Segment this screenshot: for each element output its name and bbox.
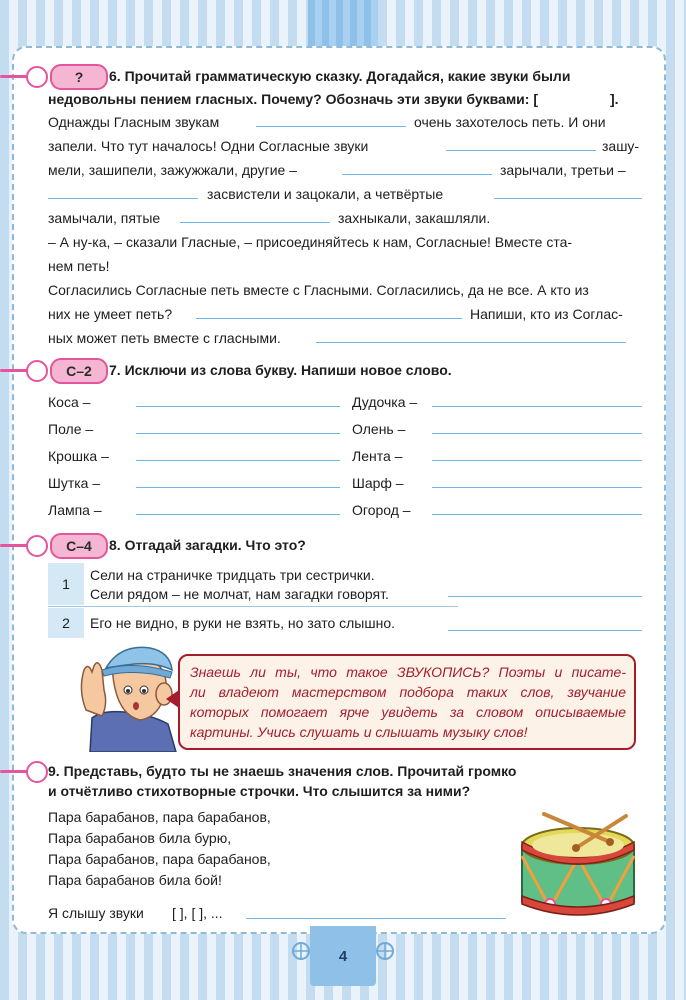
answer-line[interactable] [48, 198, 198, 199]
answer-line[interactable] [136, 460, 340, 461]
riddle-divider [48, 606, 458, 607]
word-left: Поле – [48, 421, 94, 437]
answer-line[interactable] [180, 222, 330, 223]
workbook-page [12, 46, 666, 934]
answer-line[interactable] [136, 514, 340, 515]
task6-text: зашу- [602, 138, 640, 154]
word-right: Шарф – [352, 475, 404, 491]
task7-title: 7. Исключи из слова букву. Напиши новое слово. [109, 362, 452, 378]
tip-line: Знаешь ли ты, что такое ЗВУКОПИСЬ? Поэты и писате- [190, 664, 626, 680]
answer-line[interactable] [432, 514, 642, 515]
task6-text: Однажды Гласным звукам [48, 114, 220, 130]
tip-text [190, 662, 626, 742]
task6-text: Напиши, кто из Соглас- [470, 306, 623, 322]
word-left: Коса – [48, 394, 91, 410]
tip-line: ли владеют мастерством подбора таких слов, звучание [190, 684, 626, 700]
task9-title-line2: и отчётливо стихотворные строчки. Что слышится за ними? [48, 783, 471, 799]
task6-text: захныкали, закашляли. [338, 210, 491, 226]
task6-text: зарычали, третьи – [500, 162, 626, 178]
riddle-text: Сели на страничке тридцать три сестрички. [90, 567, 375, 583]
task6-title-bracket: ]. [610, 91, 619, 107]
task8-title: 8. Отгадай загадки. Что это? [109, 537, 306, 553]
task6-text: – А ну-ка, – сказали Гласные, – присоединяйтесь к нам, Согласные! Вместе ста- [48, 234, 573, 250]
boy-listening-illustration [72, 640, 180, 752]
answer-line[interactable] [316, 342, 626, 343]
page-number: 4 [310, 926, 376, 986]
tip-bubble [178, 654, 636, 750]
task9-title-line1: 9. Представь, будто ты не знаешь значения слов. Прочитай громко [48, 763, 517, 779]
task6-text: мели, зашипели, зажужжали, другие – [48, 162, 297, 178]
task6-title-line1: 6. Прочитай грамматическую сказку. Догадайся, какие звуки были [109, 68, 571, 84]
riddle-text: Сели рядом – не молчат, нам загадки говорят. [90, 586, 389, 602]
task9-marker-circle [26, 761, 48, 783]
task7-badge: С–2 [50, 358, 108, 384]
word-right: Огород – [352, 502, 411, 518]
drum-icon [514, 812, 644, 928]
task6-badge: ? [50, 64, 108, 90]
word-right: Дудочка – [352, 394, 418, 410]
answer-line[interactable] [136, 487, 340, 488]
task6-text: засвистели и зацокали, а четвёртые [207, 186, 444, 202]
task6-text: Согласились Согласные петь вместе с Гласными. Согласились, да не все. А кто из [48, 282, 589, 298]
word-left: Крошка – [48, 448, 109, 464]
word-right: Олень – [352, 421, 406, 437]
answer-line[interactable] [246, 918, 506, 919]
answer-label: Я слышу звуки [48, 905, 144, 921]
poem-line: Пара барабанов била бурю, [48, 830, 232, 846]
word-right: Лента – [352, 448, 403, 464]
answer-brackets: [ ], [ ], ... [172, 905, 223, 921]
tip-line: картины. Учись слушать и слышать музыку слов! [190, 724, 528, 740]
riddle-number: 1 [48, 563, 84, 605]
answer-line[interactable] [446, 150, 596, 151]
answer-line[interactable] [342, 174, 492, 175]
task6-text: очень захотелось петь. И они [414, 114, 606, 130]
task6-text: ных может петь вместе с гласными. [48, 330, 281, 346]
answer-line[interactable] [432, 460, 642, 461]
task6-marker-circle [26, 66, 48, 88]
answer-line[interactable] [256, 126, 406, 127]
task6-text: запели. Что тут началось! Одни Согласные звуки [48, 138, 369, 154]
poem-line: Пара барабанов, пара барабанов, [48, 851, 271, 867]
answer-line[interactable] [136, 406, 340, 407]
riddle-number: 2 [48, 608, 84, 638]
task8-badge: С–4 [50, 533, 108, 559]
task6-title-line2: недовольны пением гласных. Почему? Обозначь эти звуки буквами: [ [48, 91, 539, 107]
poem-line: Пара барабанов, пара барабанов, [48, 809, 271, 825]
answer-line[interactable] [494, 198, 642, 199]
answer-line[interactable] [448, 596, 642, 597]
tip-line: которых помогает ярче увидеть за словом описываемые [190, 704, 626, 720]
answer-line[interactable] [432, 487, 642, 488]
word-left: Шутка – [48, 475, 101, 491]
riddle-text: Его не видно, в руки не взять, но зато слышно. [90, 615, 396, 631]
word-left: Лампа – [48, 502, 102, 518]
answer-line[interactable] [136, 433, 340, 434]
answer-line[interactable] [432, 433, 642, 434]
ornament-icon [374, 940, 396, 962]
task6-text: нем петь! [48, 258, 110, 274]
poem-line: Пара барабанов била бой! [48, 872, 222, 888]
task6-text: замычали, пятые [48, 210, 161, 226]
answer-line[interactable] [448, 630, 642, 631]
answer-line[interactable] [432, 406, 642, 407]
answer-line[interactable] [196, 318, 462, 319]
task6-text: них не умеет петь? [48, 306, 173, 322]
task8-marker-circle [26, 535, 48, 557]
ornament-icon [290, 940, 312, 962]
task7-marker-circle [26, 360, 48, 382]
